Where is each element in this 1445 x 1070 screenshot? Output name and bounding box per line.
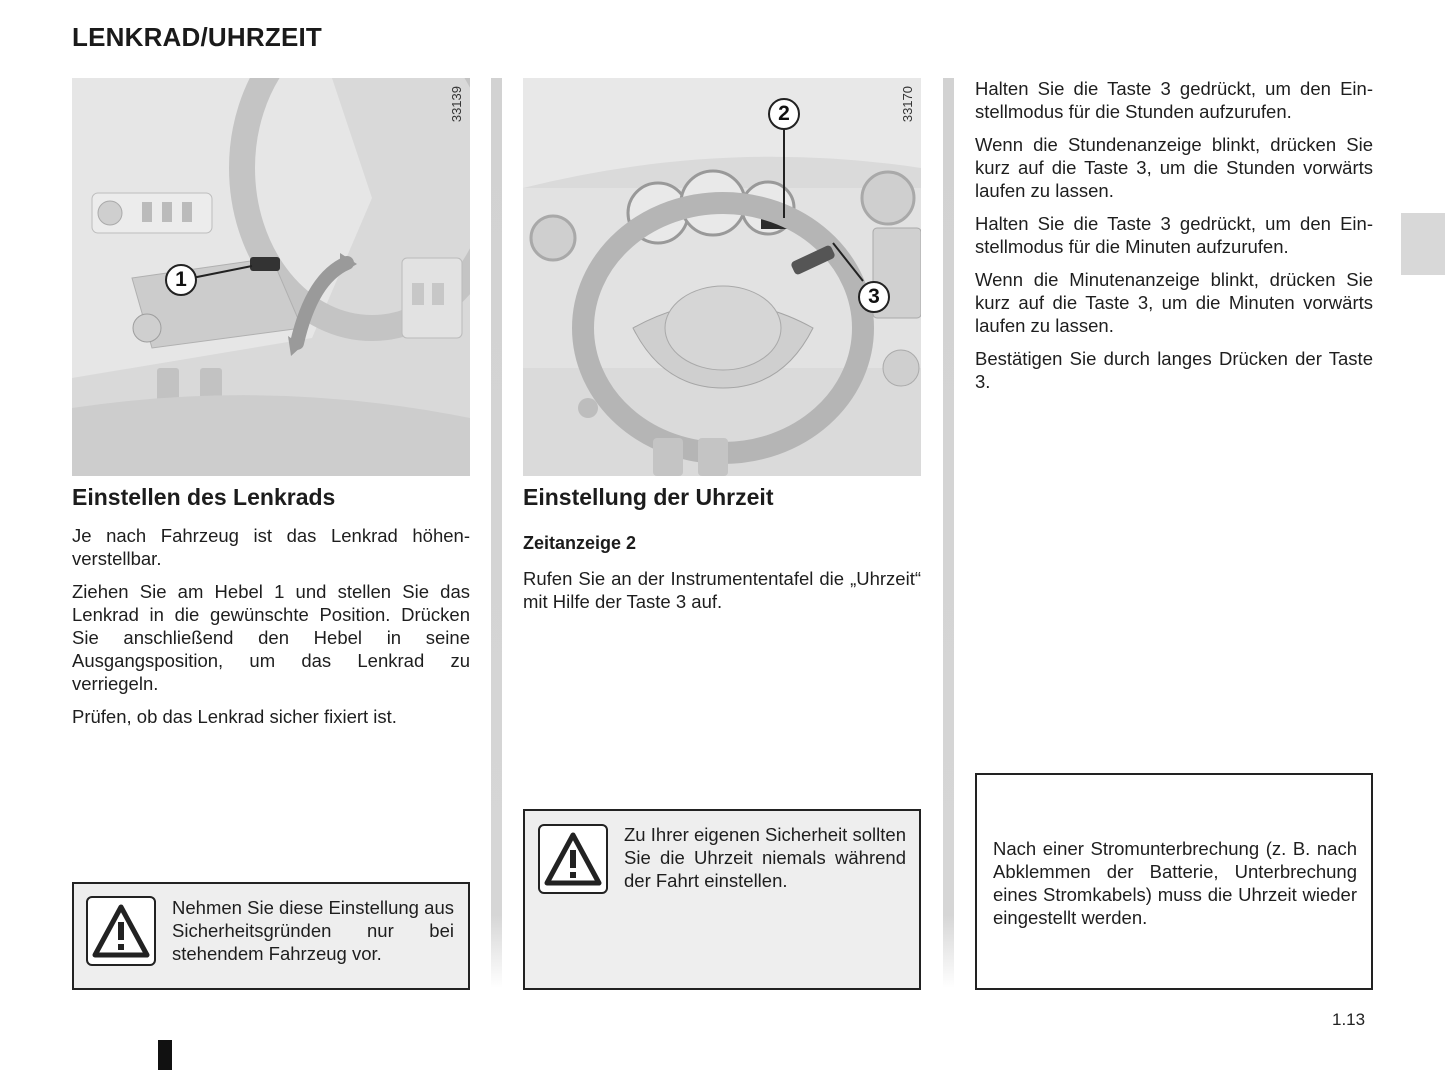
- page-title: LENKRAD/UHRZEIT: [72, 22, 322, 52]
- warning-triangle-icon: [538, 824, 608, 894]
- paragraph: Wenn die Stundenanzeige blinkt, drücken Sie kurz auf die Taste 3, um die Stunden vorwärts laufen zu lassen.: [975, 134, 1373, 201]
- section-body: [523, 567, 921, 613]
- section-body: [72, 524, 470, 738]
- callout-3: 3: [858, 281, 890, 313]
- paragraph: Prüfen, ob das Lenkrad sicher fixiert ist.: [72, 706, 397, 727]
- dashboard-illustration: [523, 78, 921, 476]
- subheading: Zeitanzeige 2: [523, 533, 637, 553]
- warning-box: [72, 882, 470, 990]
- image-code: 33139: [449, 86, 464, 123]
- chapter-tab: [1401, 213, 1445, 275]
- image-code: 33170: [900, 86, 915, 123]
- section-heading: Einstellen des Lenkrads: [72, 484, 336, 510]
- paragraph: Halten Sie die Taste 3 gedrückt, um den Einstellmodus für die Stunden aufzurufen.: [975, 78, 1373, 122]
- note-box: [975, 773, 1373, 990]
- paragraph: Je nach Fahrzeug ist das Lenkrad höhenverstellbar.: [72, 525, 470, 569]
- callout-2: 2: [768, 98, 800, 130]
- paragraph: Ziehen Sie am Hebel 1 und stellen Sie das Lenkrad in die gewünschte Position. Drücken Sie anschließend den Hebel in seine Ausgangsposition, um das Lenkrad zu verriegeln.: [72, 581, 470, 694]
- callout-1: 1: [165, 264, 197, 296]
- warning-box: [523, 809, 921, 990]
- column-divider: [943, 78, 954, 988]
- section-body: [975, 77, 1373, 403]
- section-heading: Einstellung der Uhrzeit: [523, 484, 774, 510]
- column-divider: [491, 78, 502, 988]
- column-time-setting: [523, 78, 921, 612]
- paragraph: Halten Sie die Taste 3 gedrückt, um den Einstellmodus für die Minuten aufzurufen.: [975, 213, 1373, 257]
- paragraph: Rufen Sie an der Instrumententafel die „Uhrzeit“ mit Hilfe der Taste 3 auf.: [523, 568, 921, 612]
- steering-lever-illustration: [72, 78, 470, 476]
- note-text: Nach einer Stromunterbrechung (z. B. nach Abklemmen der Batterie, Unterbrechung eines Stromkabels) muss die Uhrzeit wieder eingestellt werden.: [993, 838, 1357, 928]
- page-number: 1.13: [1332, 1010, 1366, 1029]
- warning-text: Nehmen Sie diese Einstellung aus Sicherheitsgründen nur bei stehendem Fahrzeug vor.: [172, 897, 454, 964]
- paragraph: Bestätigen Sie durch langes Drücken der Taste 3.: [975, 348, 1373, 392]
- warning-text: Zu Ihrer eigenen Sicherheit sollten Sie die Uhrzeit niemals während der Fahrt einstellen.: [624, 824, 906, 891]
- print-mark: [158, 1040, 172, 1070]
- paragraph: Wenn die Minutenanzeige blinkt, drücken Sie kurz auf die Taste 3, um die Minuten vorwärts laufen zu lassen.: [975, 269, 1373, 336]
- warning-triangle-icon: [86, 896, 156, 966]
- column-steering-adjust: [72, 78, 470, 727]
